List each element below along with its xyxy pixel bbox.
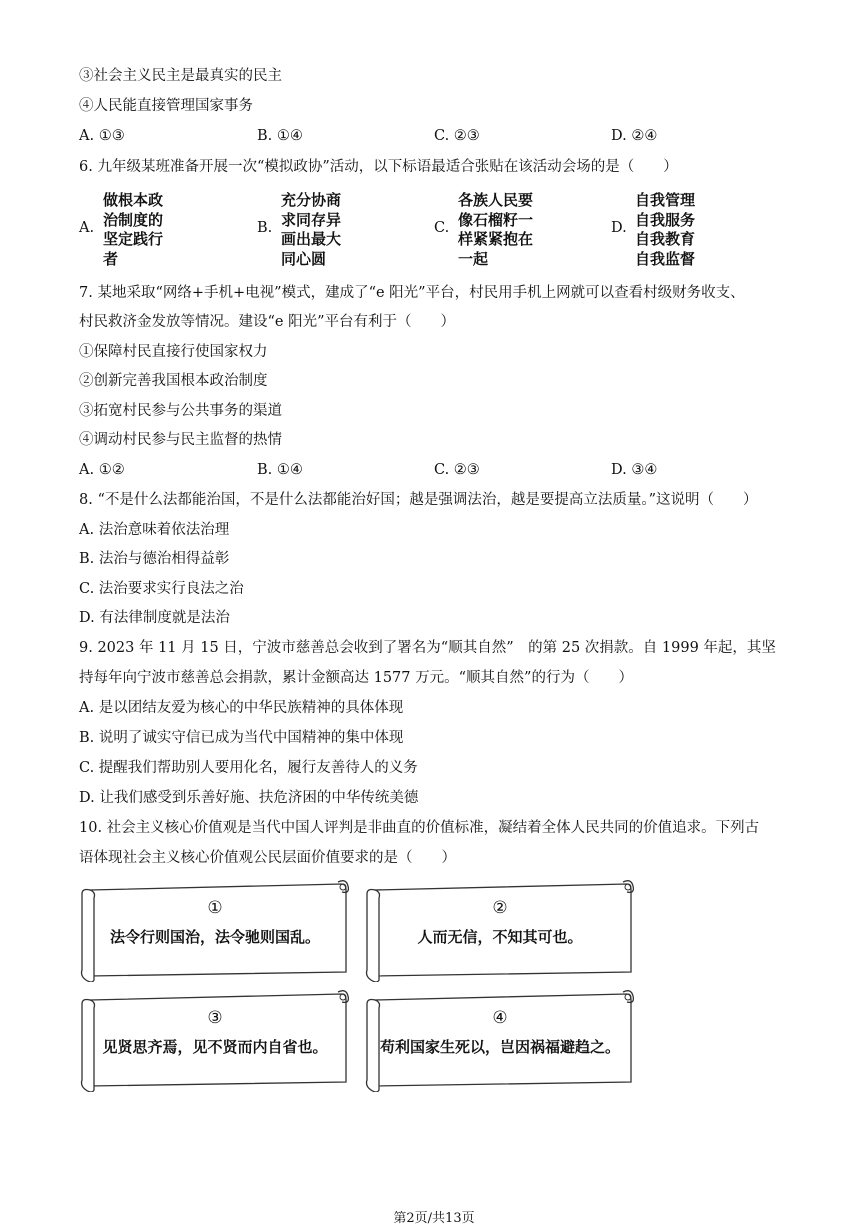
scroll-2 <box>363 880 637 982</box>
scroll-quote: 苟利国家生死以，岂因祸福避趋之。 <box>379 1038 620 1056</box>
slogan-a-label: A. <box>79 220 95 236</box>
option-c: C. ②③ <box>434 462 480 478</box>
scroll-4 <box>363 990 637 1092</box>
q8-option-c: C. 法治要求实行良法之治 <box>79 581 244 597</box>
q7-options <box>79 460 799 480</box>
scroll-quote: 法令行则国治，法令驰则国乱。 <box>109 928 320 946</box>
q8-stem: 8. “不是什么法都能治国，不是什么法都能治好国；越是强调法治，越是要提高立法质量。”这说明（ ） <box>79 492 758 508</box>
slogan-c-label: C. <box>434 220 450 236</box>
q10-stem-line2: 语体现社会主义核心价值观公民层面价值要求的是（ ） <box>79 850 456 866</box>
q9-option-a: A. 是以团结友爱为核心的中华民族精神的具体体现 <box>79 700 404 716</box>
q8-option-d: D. 有法律制度就是法治 <box>79 610 230 626</box>
slogan-d-label: D. <box>611 220 627 236</box>
scroll-1 <box>78 880 352 982</box>
scroll-number: ④ <box>492 1008 508 1028</box>
q7-statement-2: ②创新完善我国根本政治制度 <box>79 373 268 389</box>
option-d: D. ③④ <box>611 462 658 478</box>
option-a: A. ①② <box>79 462 125 478</box>
q9-option-c: C. 提醒我们帮助别人要用化名，履行友善待人的义务 <box>79 760 418 776</box>
q7-statement-4: ④调动村民参与民主监督的热情 <box>79 432 282 448</box>
option-b: B. ①④ <box>257 128 303 144</box>
option-d: D. ②④ <box>611 128 658 144</box>
slogan-d-text: 自我管理自我服务自我教育自我监督 <box>635 191 696 268</box>
q8-option-b: B. 法治与德治相得益彰 <box>79 551 230 567</box>
q6-stem: 6. 九年级某班准备开展一次“模拟政协”活动，以下标语最适合张贴在该活动会场的是（ ） <box>79 159 678 175</box>
q9-stem-line1: 9. 2023 年 11 月 15 日，宁波市慈善总会收到了署名为“顺其自然” 的第 25 次捐款。自 1999 年起，其坚 <box>79 640 776 656</box>
q7-statement-3: ③拓宽村民参与公共事务的渠道 <box>79 403 282 419</box>
scroll-number: ③ <box>207 1008 223 1028</box>
q9-stem-line2: 持每年向宁波市慈善总会捐款，累计金额高达 1577 万元。“顺其自然”的行为（ ） <box>79 670 633 686</box>
q7-statement-1: ①保障村民直接行使国家权力 <box>79 344 268 360</box>
q10-stem-line1: 10. 社会主义核心价值观是当代中国人评判是非曲直的价值标准，凝结着全体人民共同的价值追求。下列古 <box>79 820 760 836</box>
scroll-quote: 见贤思齐焉，见不贤而内自省也。 <box>102 1038 328 1056</box>
q5-options <box>79 126 799 146</box>
q7-stem-line1: 7. 某地采取“网络+手机+电视”模式，建成了“e 阳光”平台，村民用手机上网就可以查看村级财务收支、 <box>79 285 745 301</box>
slogan-a-text: 做根本政治制度的坚定践行者 <box>103 191 164 268</box>
q7-stem-line2: 村民救济金发放等情况。建设“e 阳光”平台有利于（ ） <box>79 314 456 330</box>
q9-option-d: D. 让我们感受到乐善好施、扶危济困的中华传统美德 <box>79 790 419 806</box>
option-a: A. ①③ <box>79 128 125 144</box>
slogan-b-text: 充分协商求同存异画出最大同心圆 <box>281 191 342 268</box>
scroll-3 <box>78 990 352 1092</box>
statement-3: ③社会主义民主是最真实的民主 <box>79 68 282 84</box>
scroll-number: ② <box>492 898 508 918</box>
q6-slogans <box>79 191 799 269</box>
scroll-number: ① <box>207 898 223 918</box>
scroll-quote: 人而无信，不知其可也。 <box>417 928 583 946</box>
option-b: B. ①④ <box>257 462 303 478</box>
option-c: C. ②③ <box>434 128 480 144</box>
slogan-b-label: B. <box>257 220 273 236</box>
page-number: 第2页/共13页 <box>393 1211 475 1226</box>
q8-option-a: A. 法治意味着依法治理 <box>79 522 230 538</box>
statement-4: ④人民能直接管理国家事务 <box>79 98 253 114</box>
slogan-c-text: 各族人民要像石榴籽一样紧紧抱在一起 <box>458 191 534 268</box>
q9-option-b: B. 说明了诚实守信已成为当代中国精神的集中体现 <box>79 730 404 746</box>
